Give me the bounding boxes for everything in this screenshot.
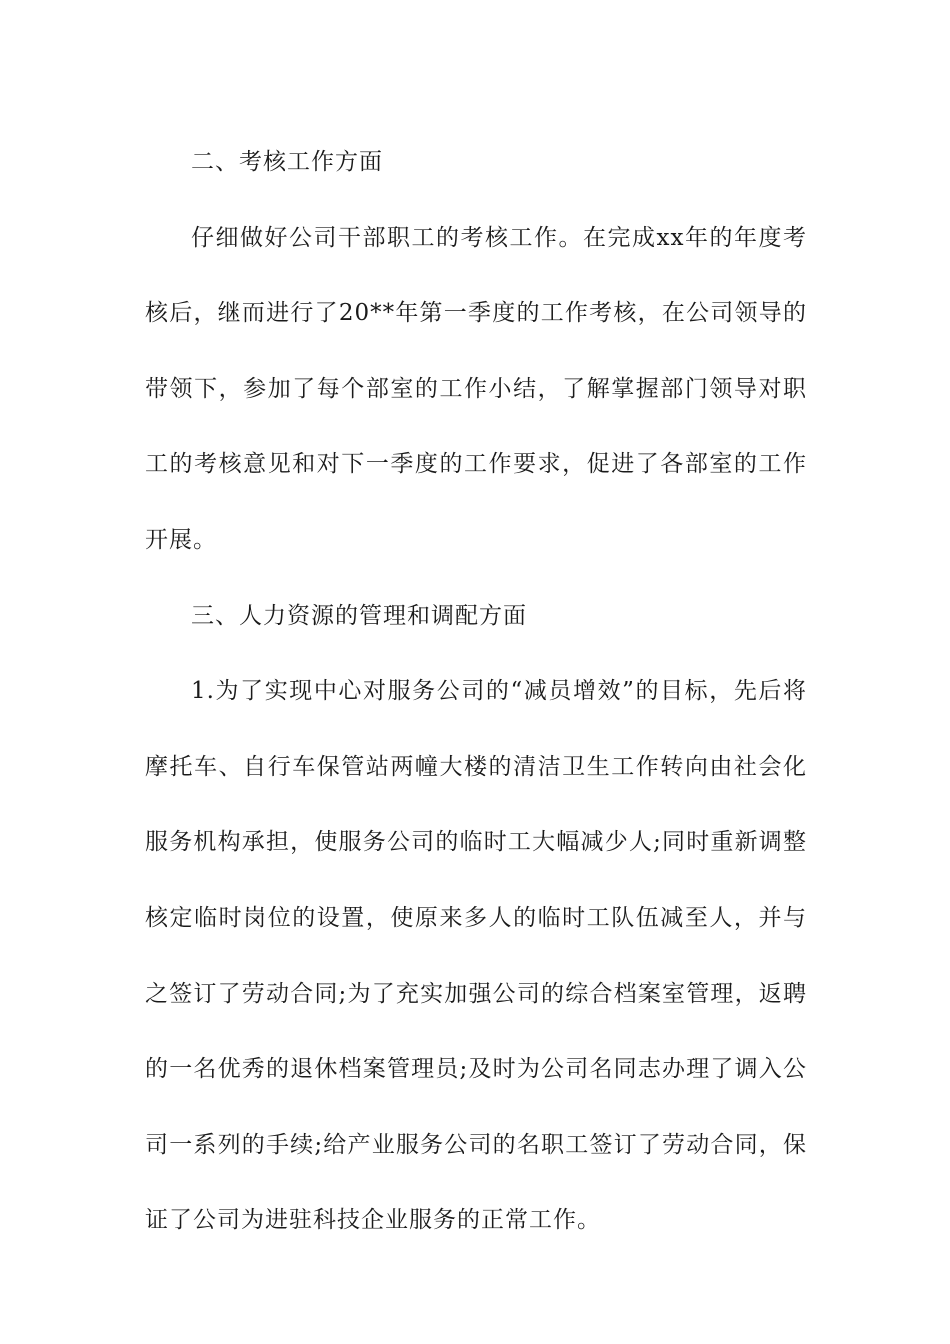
section-heading-assessment: 二、考核工作方面 — [191, 149, 383, 175]
section-heading-human-resources: 三、人力资源的管理和调配方面 — [191, 602, 527, 629]
paragraph-assessment-work: 仔细做好公司干部职工的考核工作。在完成xx年的年度考核后，继而进行了20**年第一季度的工作考核，在公司领导的带领下，参加了每个部室的工作小结，了解掌握部门领导对职工的考核意见和对下一季度的工作要求，促进了各部室的工作开展。 — [145, 224, 807, 553]
document-body — [145, 125, 807, 1259]
paragraph-staffing: 1.为了实现中心对服务公司的“减员增效”的目标，先后将摩托车、自行车保管站两幢大楼的清洁卫生工作转向由社会化服务机构承担，使服务公司的临时工大幅减少人;同时重新调整核定临时岗位的设置，使原来多人的临时工队伍减至人，并与之签订了劳动合同;为了充实加强公司的综合档案室管理，返聘的一名优秀的退休档案管理员;及时为公司名同志办理了调入公司一系列的手续;给产业服务公司的名职工签订了劳动合同，保证了公司为进驻科技企业服务的正常工作。 — [145, 678, 807, 1234]
